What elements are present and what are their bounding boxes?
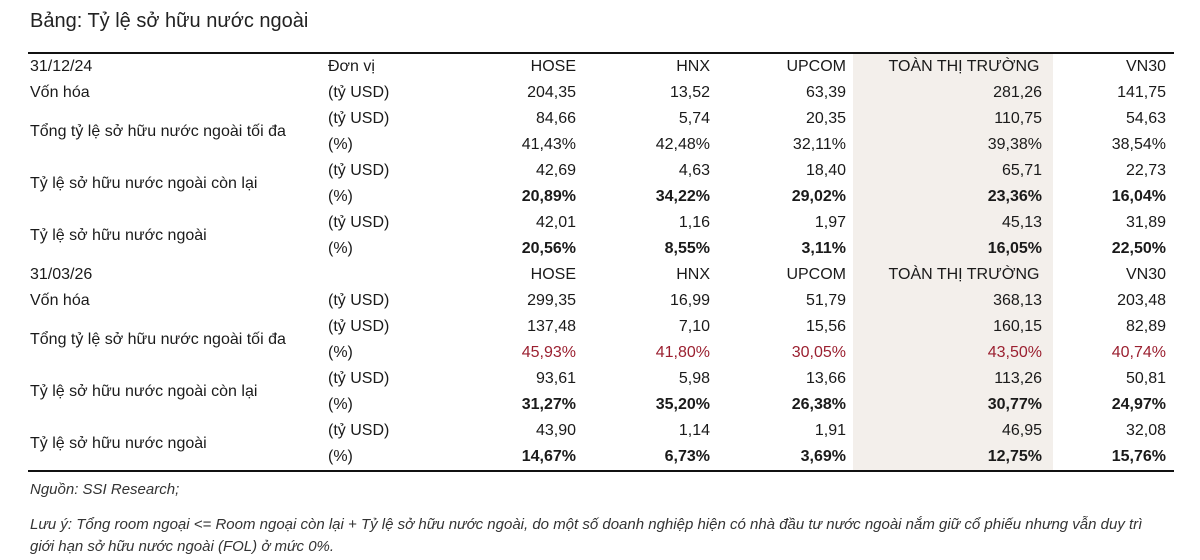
- value-hose: 20,56%: [521, 240, 576, 257]
- row-group-so-huu: [28, 210, 1174, 262]
- value-upcom: 32,11%: [792, 136, 846, 153]
- value-hnx: 41,80%: [655, 344, 710, 361]
- value-hnx: 4,63: [678, 162, 710, 179]
- row-unit: (%): [328, 240, 353, 257]
- section-date: 31/03/26: [30, 266, 93, 283]
- value-hose: 41,43%: [521, 136, 576, 153]
- value-vn30: 141,75: [1117, 84, 1166, 101]
- value-hose: 42,69: [535, 162, 576, 179]
- value-upcom: 30,05%: [791, 344, 846, 361]
- value-hnx: 13,52: [669, 84, 710, 101]
- value-vn30: 203,48: [1117, 292, 1166, 309]
- table-row: [28, 158, 1174, 184]
- value-vn30: 22,50%: [1111, 240, 1166, 257]
- row-label: Tỷ lệ sở hữu nước ngoài: [30, 435, 207, 452]
- row-unit: (tỷ USD): [328, 162, 390, 179]
- value-upcom: 15,56: [805, 318, 846, 335]
- unit-header: Đơn vị: [328, 58, 375, 75]
- source-note: Nguồn: SSI Research;: [30, 481, 180, 498]
- row-group-con-lai: [28, 158, 1174, 210]
- value-hose: 14,67%: [521, 448, 576, 465]
- value-upcom: 26,38%: [791, 396, 846, 413]
- row-unit: (%): [328, 188, 353, 205]
- value-hnx: 35,20%: [655, 396, 710, 413]
- table-row: [28, 106, 1174, 132]
- value-hnx: 42,48%: [655, 136, 710, 153]
- value-total-market: 16,05%: [987, 240, 1042, 257]
- table-row: [28, 132, 1174, 158]
- row-label: Tỷ lệ sở hữu nước ngoài còn lại: [30, 383, 258, 400]
- value-total-market: 30,77%: [987, 396, 1042, 413]
- value-total-market: 281,26: [993, 84, 1042, 101]
- table-row: [28, 210, 1174, 236]
- col-header-hnx: HNX: [676, 266, 710, 283]
- section-header-2024: [28, 54, 1174, 80]
- col-header-total-market: TOÀN THỊ TRƯỜNG: [888, 58, 1040, 75]
- table-row: [28, 444, 1174, 470]
- value-upcom: 18,40: [805, 162, 846, 179]
- value-hose: 20,89%: [521, 188, 576, 205]
- value-hnx: 8,55%: [664, 240, 710, 257]
- value-hose: 45,93%: [521, 344, 576, 361]
- row-unit: (tỷ USD): [328, 214, 390, 231]
- table-title: Bảng: Tỷ lệ sở hữu nước ngoài: [30, 10, 309, 32]
- value-hose: 42,01: [535, 214, 576, 231]
- value-upcom: 29,02%: [791, 188, 846, 205]
- row-label: Vốn hóa: [30, 84, 90, 101]
- table-row: [28, 366, 1174, 392]
- value-hnx: 1,16: [678, 214, 710, 231]
- row-group-con-lai: [28, 366, 1174, 418]
- row-unit: (tỷ USD): [328, 422, 390, 439]
- row-unit: (tỷ USD): [328, 110, 390, 127]
- value-total-market: 65,71: [1001, 162, 1042, 179]
- value-total-market: 160,15: [993, 318, 1042, 335]
- table-row: [28, 236, 1174, 262]
- disclaimer-note: Lưu ý: Tổng room ngoại <= Room ngoại còn lại + Tỷ lệ sở hữu nước ngoài, do một số doanh nghiệp hiện có nhà đầu tư nước ngoài nắm giữ cổ phiếu nhưng vẫn duy trì giới hạn sở hữu nước ngoài (FOL) ở mức 0%.: [30, 516, 1143, 555]
- value-total-market: 45,13: [1001, 214, 1042, 231]
- section-date: 31/12/24: [30, 58, 93, 75]
- row-group-tong-toi-da: [28, 314, 1174, 366]
- table-row: [28, 340, 1174, 366]
- value-vn30: 54,63: [1125, 110, 1166, 127]
- value-upcom: 63,39: [805, 84, 846, 101]
- value-vn30: 40,74%: [1111, 344, 1166, 361]
- value-vn30: 22,73: [1125, 162, 1166, 179]
- value-vn30: 15,76%: [1111, 448, 1166, 465]
- value-hnx: 34,22%: [655, 188, 710, 205]
- value-upcom: 20,35: [805, 110, 846, 127]
- row-unit: (%): [328, 344, 353, 361]
- value-hose: 43,90: [535, 422, 576, 439]
- table-row: [28, 184, 1174, 210]
- value-hose: 84,66: [535, 110, 576, 127]
- table-row-von-hoa: [28, 288, 1174, 314]
- value-total-market: 39,38%: [987, 136, 1042, 153]
- value-vn30: 38,54%: [1111, 136, 1166, 153]
- value-total-market: 23,36%: [987, 188, 1042, 205]
- value-hose: 204,35: [527, 84, 576, 101]
- value-upcom: 13,66: [805, 370, 846, 387]
- value-hnx: 7,10: [678, 318, 710, 335]
- row-unit: (tỷ USD): [328, 370, 390, 387]
- value-upcom: 3,11%: [801, 240, 846, 257]
- value-hnx: 5,98: [678, 370, 710, 387]
- col-header-vn30: VN30: [1125, 58, 1166, 75]
- value-vn30: 16,04%: [1111, 188, 1166, 205]
- row-label: Vốn hóa: [30, 292, 90, 309]
- value-total-market: 368,13: [993, 292, 1042, 309]
- table-row: [28, 418, 1174, 444]
- value-hnx: 1,14: [678, 422, 710, 439]
- row-label: Tổng tỷ lệ sở hữu nước ngoài tối đa: [30, 123, 286, 140]
- col-header-upcom: UPCOM: [786, 58, 846, 75]
- value-upcom: 1,97: [814, 214, 846, 231]
- col-header-hose: HOSE: [530, 58, 576, 75]
- row-label: Tỷ lệ sở hữu nước ngoài: [30, 227, 207, 244]
- value-vn30: 24,97%: [1111, 396, 1166, 413]
- value-vn30: 50,81: [1125, 370, 1166, 387]
- row-unit: (%): [328, 136, 353, 153]
- value-hnx: 5,74: [678, 110, 710, 127]
- row-group-tong-toi-da: [28, 106, 1174, 158]
- value-total-market: 46,95: [1001, 422, 1042, 439]
- table-row: [28, 314, 1174, 340]
- value-upcom: 3,69%: [800, 448, 846, 465]
- value-hose: 299,35: [527, 292, 576, 309]
- foreign-ownership-table: [28, 54, 1174, 470]
- col-header-upcom: UPCOM: [786, 266, 846, 283]
- bottom-rule: [28, 470, 1174, 472]
- value-total-market: 12,75%: [987, 448, 1042, 465]
- value-hose: 137,48: [527, 318, 576, 335]
- value-total-market: 110,75: [994, 110, 1042, 127]
- value-vn30: 32,08: [1125, 422, 1166, 439]
- col-header-hose: HOSE: [530, 266, 576, 283]
- value-hnx: 6,73%: [664, 448, 710, 465]
- row-label: Tỷ lệ sở hữu nước ngoài còn lại: [30, 175, 258, 192]
- row-unit: (%): [328, 396, 353, 413]
- row-unit: (tỷ USD): [328, 84, 390, 101]
- value-hnx: 16,99: [669, 292, 710, 309]
- value-vn30: 31,89: [1125, 214, 1166, 231]
- value-vn30: 82,89: [1125, 318, 1166, 335]
- row-unit: (tỷ USD): [328, 292, 390, 309]
- value-upcom: 51,79: [805, 292, 846, 309]
- row-group-so-huu: [28, 418, 1174, 470]
- value-upcom: 1,91: [814, 422, 846, 439]
- row-label: Tổng tỷ lệ sở hữu nước ngoài tối đa: [30, 331, 286, 348]
- section-header-2026: [28, 262, 1174, 288]
- footnotes: [30, 478, 1170, 558]
- table-row: [28, 392, 1174, 418]
- value-hose: 31,27%: [521, 396, 576, 413]
- value-total-market: 113,26: [994, 370, 1042, 387]
- row-unit: (%): [328, 448, 353, 465]
- row-unit: (tỷ USD): [328, 318, 390, 335]
- table-row-von-hoa: [28, 80, 1174, 106]
- col-header-hnx: HNX: [676, 58, 710, 75]
- col-header-vn30: VN30: [1125, 266, 1166, 283]
- value-hose: 93,61: [535, 370, 576, 387]
- value-total-market: 43,50%: [987, 344, 1042, 361]
- col-header-total-market: TOÀN THỊ TRƯỜNG: [888, 266, 1040, 283]
